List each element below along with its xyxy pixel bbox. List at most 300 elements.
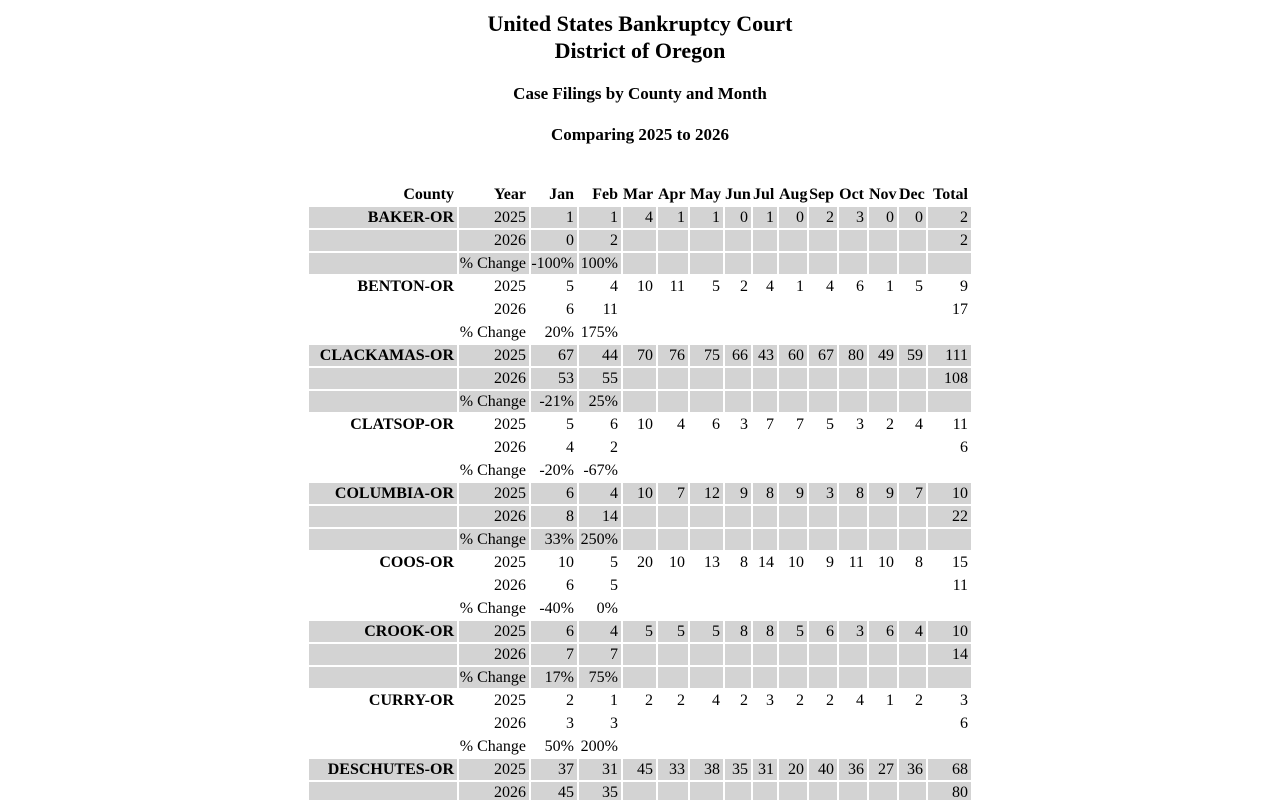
total-cell: 15 [952,554,968,571]
month-value-cell [690,322,723,343]
column-header-feb: Feb [592,186,618,203]
month-value-cell [809,529,837,550]
month-value-cell [623,391,656,412]
month-value-cell: 1 [886,692,894,709]
month-value-cell: 5 [658,621,688,642]
month-value-cell [658,253,688,274]
year-cell: 2025 [459,759,529,780]
month-value-cell [725,736,751,757]
month-value-cell: 37 [531,759,577,780]
month-value-cell [779,299,807,320]
month-value-cell [869,437,897,458]
month-value-cell [658,713,688,734]
month-value-cell [839,529,867,550]
month-value-cell: 10 [637,416,653,433]
month-value-cell: 10 [558,554,574,571]
month-value-cell: 0% [596,600,618,617]
month-value-cell: 31 [579,759,621,780]
county-cell: CLACKAMAS-OR [309,345,457,366]
month-value-cell [899,437,926,458]
county-cell [309,253,457,274]
month-value-cell: 25% [579,391,621,412]
table-row [309,621,971,642]
month-value-cell [753,506,777,527]
month-value-cell [779,598,807,619]
month-value-cell: 2 [796,692,804,709]
month-value-cell [725,391,751,412]
month-value-cell: 60 [779,345,807,366]
month-value-cell: 59 [899,345,926,366]
month-value-cell: 3 [809,483,837,504]
month-value-cell: 4 [826,278,834,295]
month-value-cell [623,667,656,688]
month-value-cell: 2 [809,207,837,228]
month-value-cell [690,598,723,619]
table-row [309,391,971,412]
page-title [0,10,1280,64]
month-value-cell: 1 [610,692,618,709]
month-value-cell [690,391,723,412]
county-cell [309,529,457,550]
column-header-may: May [690,186,722,203]
county-cell: CURRY-OR [368,692,454,709]
month-value-cell [753,736,777,757]
county-cell: BAKER-OR [309,207,457,228]
month-value-cell [753,299,777,320]
table-row [309,690,971,711]
month-value-cell [899,391,926,412]
county-cell: BENTON-OR [357,278,454,295]
year-cell: % Change [459,738,526,755]
month-value-cell [725,598,751,619]
month-value-cell [869,575,897,596]
month-value-cell [869,598,897,619]
month-value-cell [753,460,777,481]
month-value-cell: 2 [645,692,653,709]
month-value-cell: 4 [579,483,621,504]
month-value-cell [658,782,688,800]
month-value-cell [899,322,926,343]
month-value-cell [753,322,777,343]
month-value-cell [725,437,751,458]
county-cell [309,437,457,458]
month-value-cell [658,391,688,412]
year-cell: % Change [459,253,529,274]
month-value-cell [725,575,751,596]
total-cell: 10 [928,483,971,504]
month-value-cell [779,230,807,251]
column-header-sep: Sep [809,186,834,203]
report-table [307,183,973,800]
month-value-cell [899,644,926,665]
month-value-cell: 0 [869,207,897,228]
year-cell: % Change [459,462,526,479]
year-cell: 2025 [494,554,526,571]
month-value-cell: 8 [915,554,923,571]
month-value-cell: 75 [690,345,723,366]
month-value-cell [753,667,777,688]
month-value-cell [623,253,656,274]
month-value-cell [839,230,867,251]
column-header-year: Year [494,186,526,203]
year-cell: 2026 [459,230,529,251]
month-value-cell: 0 [779,207,807,228]
month-value-cell [658,299,688,320]
county-cell [309,713,457,734]
month-value-cell: 7 [658,483,688,504]
month-value-cell: 1 [579,207,621,228]
month-value-cell: 14 [579,506,621,527]
column-header-mar: Mar [623,186,654,203]
month-value-cell [658,437,688,458]
month-value-cell [753,598,777,619]
month-value-cell: 4 [712,692,720,709]
month-value-cell: 5 [826,416,834,433]
month-value-cell [899,460,926,481]
month-value-cell: 6 [712,416,720,433]
table-row [309,322,971,343]
month-value-cell [623,437,656,458]
table-row [309,437,971,458]
table-row [309,506,971,527]
year-cell: % Change [459,529,529,550]
table-row [309,644,971,665]
month-value-cell: 76 [658,345,688,366]
month-value-cell [779,667,807,688]
column-header-total: Total [933,186,968,203]
month-value-cell [839,736,867,757]
month-value-cell: 70 [623,345,656,366]
month-value-cell [899,299,926,320]
column-header-oct: Oct [839,186,864,203]
month-value-cell: 4 [915,416,923,433]
year-cell: % Change [459,600,526,617]
month-value-cell: 53 [531,368,577,389]
month-value-cell: 33 [658,759,688,780]
month-value-cell [623,575,656,596]
month-value-cell: 66 [725,345,751,366]
month-value-cell [899,253,926,274]
month-value-cell [725,713,751,734]
month-value-cell: 2 [740,278,748,295]
month-value-cell: 11 [602,301,618,318]
month-value-cell [869,736,897,757]
month-value-cell: 45 [531,782,577,800]
month-value-cell [809,736,837,757]
month-value-cell [869,460,897,481]
total-cell: 2 [928,207,971,228]
month-value-cell [839,598,867,619]
month-value-cell [809,667,837,688]
month-value-cell [623,644,656,665]
month-value-cell: 10 [878,554,894,571]
month-value-cell [809,644,837,665]
month-value-cell: 200% [580,738,618,755]
month-value-cell [869,782,897,800]
month-value-cell: 5 [610,554,618,571]
month-value-cell [690,368,723,389]
month-value-cell [658,667,688,688]
month-value-cell: 49 [869,345,897,366]
column-header-county: County [403,186,454,203]
total-cell [928,529,971,550]
county-cell [309,575,457,596]
page-title-line1: United States Bankruptcy Court [487,11,793,36]
month-value-cell [839,253,867,274]
month-value-cell [725,506,751,527]
total-cell: 80 [928,782,971,800]
month-value-cell: 44 [579,345,621,366]
total-cell: 68 [928,759,971,780]
month-value-cell [899,506,926,527]
table-row [309,759,971,780]
county-cell: CLATSOP-OR [350,416,454,433]
month-value-cell: 5 [623,621,656,642]
month-value-cell: 6 [809,621,837,642]
month-value-cell [899,598,926,619]
month-value-cell [779,644,807,665]
month-value-cell [690,736,723,757]
year-cell: 2025 [494,692,526,709]
month-value-cell [623,506,656,527]
table-row [309,529,971,550]
month-value-cell: 7 [766,416,774,433]
page-title-line2: District of Oregon [554,38,726,63]
month-value-cell: 5 [566,278,574,295]
month-value-cell: 67 [809,345,837,366]
county-cell [309,736,457,757]
month-value-cell [690,713,723,734]
county-cell: COLUMBIA-OR [309,483,457,504]
month-value-cell [899,736,926,757]
month-value-cell: 9 [826,554,834,571]
month-value-cell: -100% [531,253,577,274]
month-value-cell [658,575,688,596]
table-row [309,345,971,366]
month-value-cell [623,713,656,734]
year-cell: 2025 [494,278,526,295]
total-cell [928,460,971,481]
month-value-cell: 8 [740,554,748,571]
month-value-cell [809,391,837,412]
month-value-cell: 40 [809,759,837,780]
month-value-cell [753,391,777,412]
month-value-cell [899,529,926,550]
month-value-cell [623,460,656,481]
month-value-cell: 5 [566,416,574,433]
county-cell [309,391,457,412]
month-value-cell: 7 [579,644,621,665]
month-value-cell [899,713,926,734]
year-cell: 2026 [494,715,526,732]
month-value-cell: 3 [856,416,864,433]
county-cell [309,598,457,619]
month-value-cell [725,667,751,688]
month-value-cell: 13 [704,554,720,571]
year-cell: % Change [459,667,529,688]
month-value-cell [809,437,837,458]
month-value-cell [753,253,777,274]
month-value-cell: 11 [669,278,685,295]
month-value-cell [658,368,688,389]
month-value-cell [899,575,926,596]
table-row [309,368,971,389]
month-value-cell [753,230,777,251]
month-value-cell [725,782,751,800]
month-value-cell [623,598,656,619]
month-value-cell: 0 [899,207,926,228]
month-value-cell: 6 [531,483,577,504]
month-value-cell [779,253,807,274]
month-value-cell: 11 [848,554,864,571]
month-value-cell: 8 [531,506,577,527]
month-value-cell: 4 [566,439,574,456]
month-value-cell [809,506,837,527]
month-value-cell [690,437,723,458]
month-value-cell [753,713,777,734]
month-value-cell: 6 [531,621,577,642]
year-cell: % Change [459,324,526,341]
table-row [309,667,971,688]
month-value-cell [839,322,867,343]
month-value-cell [623,368,656,389]
month-value-cell: 4 [677,416,685,433]
total-cell: 111 [928,345,971,366]
month-value-cell [839,575,867,596]
month-value-cell: 1 [886,278,894,295]
month-value-cell: 38 [690,759,723,780]
month-value-cell: 7 [796,416,804,433]
county-cell [309,322,457,343]
month-value-cell [779,437,807,458]
month-value-cell [839,644,867,665]
total-cell: 14 [928,644,971,665]
month-value-cell: 3 [610,715,618,732]
county-cell [309,782,457,800]
month-value-cell: 20 [637,554,653,571]
month-value-cell: 6 [610,416,618,433]
total-cell: 2 [928,230,971,251]
total-cell: 17 [952,301,968,318]
month-value-cell: 10 [637,278,653,295]
month-value-cell: 75% [579,667,621,688]
month-value-cell: 2 [566,692,574,709]
month-value-cell: 5 [779,621,807,642]
month-value-cell: 2 [579,230,621,251]
table-row [309,782,971,800]
table-row [309,483,971,504]
month-value-cell [690,230,723,251]
header-row [309,185,971,205]
month-value-cell [690,529,723,550]
month-value-cell [623,230,656,251]
month-value-cell [753,782,777,800]
month-value-cell: 4 [610,278,618,295]
table-row [309,299,971,320]
month-value-cell: 45 [623,759,656,780]
month-value-cell: 175% [580,324,618,341]
month-value-cell: 35 [579,782,621,800]
month-value-cell [753,644,777,665]
month-value-cell [809,230,837,251]
month-value-cell: 9 [725,483,751,504]
report-subtitle: Case Filings by County and Month [513,84,767,103]
month-value-cell: 0 [531,230,577,251]
month-value-cell: 2 [915,692,923,709]
total-cell: 108 [928,368,971,389]
column-header-apr: Apr [658,186,686,203]
month-value-cell [623,299,656,320]
table-row [309,414,971,435]
column-header-dec: Dec [899,186,925,203]
month-value-cell [658,736,688,757]
month-value-cell [869,230,897,251]
month-value-cell: 6 [566,577,574,594]
month-value-cell: 7 [899,483,926,504]
month-value-cell [623,529,656,550]
month-value-cell: 3 [766,692,774,709]
month-value-cell [658,322,688,343]
month-value-cell: -40% [539,600,574,617]
month-value-cell: 4 [623,207,656,228]
year-cell: 2025 [494,416,526,433]
month-value-cell [899,782,926,800]
month-value-cell [809,253,837,274]
total-cell: 11 [952,577,968,594]
month-value-cell: 8 [753,483,777,504]
month-value-cell [690,506,723,527]
month-value-cell [809,368,837,389]
year-cell: % Change [459,391,529,412]
month-value-cell: 20% [544,324,574,341]
month-value-cell: 10 [788,554,804,571]
month-value-cell: 3 [839,621,867,642]
county-cell [309,299,457,320]
month-value-cell [869,391,897,412]
month-value-cell: -67% [583,462,618,479]
month-value-cell: 20 [779,759,807,780]
month-value-cell: 27 [869,759,897,780]
total-cell: 11 [952,416,968,433]
month-value-cell [869,322,897,343]
table-row [309,713,971,734]
month-value-cell: 6 [566,301,574,318]
month-value-cell: -21% [531,391,577,412]
month-value-cell: 2 [886,416,894,433]
month-value-cell [839,782,867,800]
month-value-cell [899,667,926,688]
month-value-cell: 67 [531,345,577,366]
month-value-cell: 14 [758,554,774,571]
month-value-cell [658,529,688,550]
month-value-cell [753,575,777,596]
month-value-cell [779,391,807,412]
month-value-cell [869,644,897,665]
month-value-cell: 10 [623,483,656,504]
year-cell: 2025 [459,207,529,228]
month-value-cell [869,713,897,734]
total-cell [928,322,971,343]
county-cell [309,667,457,688]
month-value-cell: 7 [531,644,577,665]
month-value-cell [690,782,723,800]
month-value-cell: 17% [531,667,577,688]
month-value-cell [809,460,837,481]
total-cell [928,253,971,274]
month-value-cell: 5 [610,577,618,594]
table-row [309,276,971,297]
month-value-cell: 3 [566,715,574,732]
